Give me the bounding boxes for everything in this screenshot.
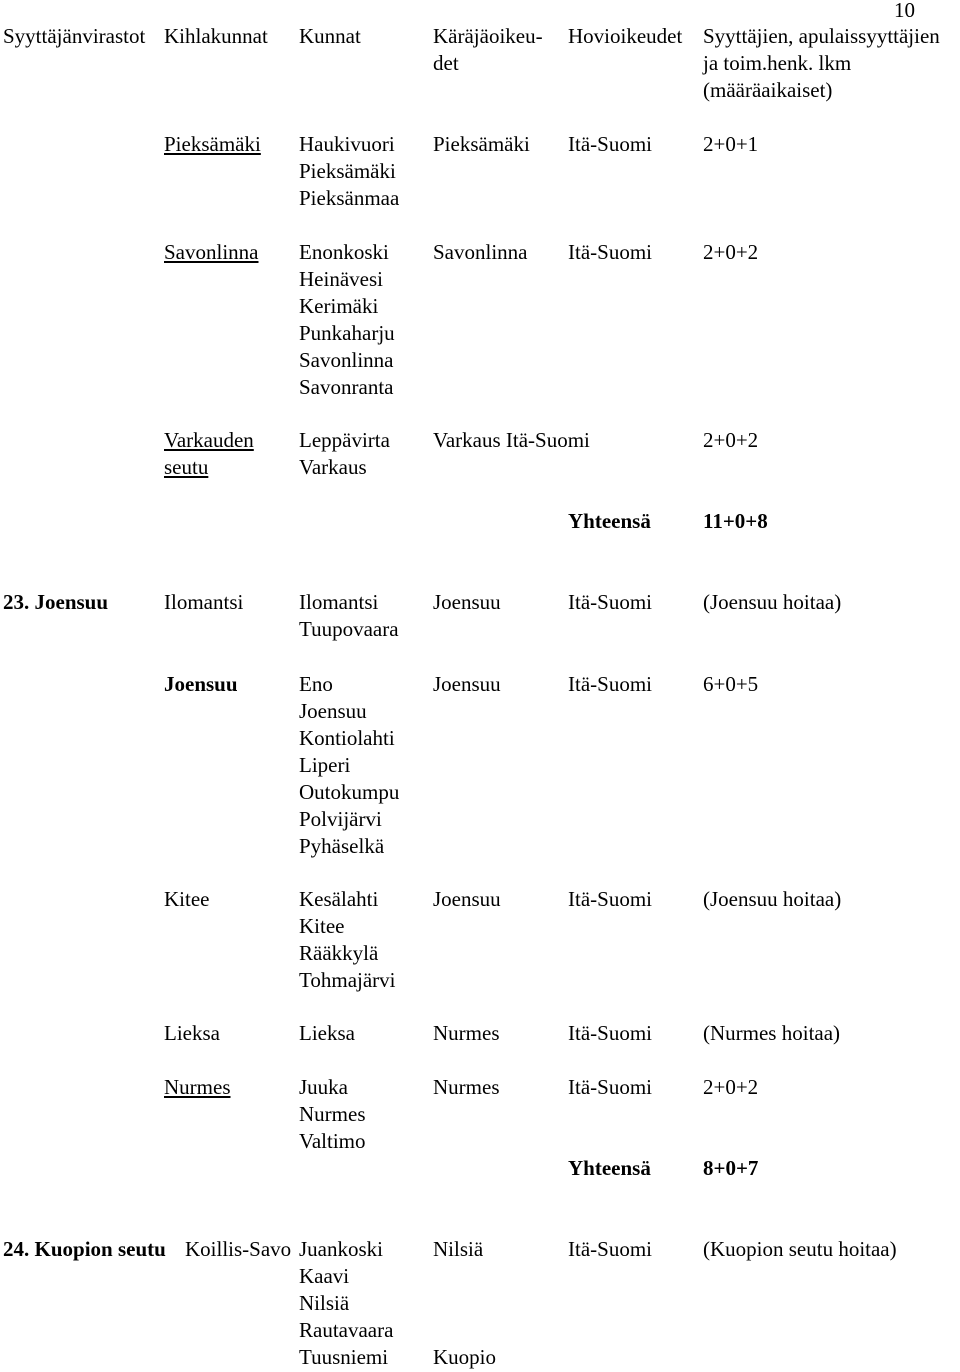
office-heading: 23. Joensuu: [3, 590, 109, 614]
staff-count: (Joensuu hoitaa): [703, 590, 842, 614]
municipality-list: Kesälahti Kitee Rääkkylä Tohmajärvi: [299, 887, 396, 992]
district-link-pieksamaki[interactable]: Pieksämäki: [164, 132, 261, 156]
municipality-list: Juuka Nurmes Valtimo: [299, 1075, 366, 1153]
district-link-savonlinna[interactable]: Savonlinna: [164, 240, 259, 264]
appeal-court: Itä-Suomi: [568, 1237, 652, 1261]
header-offices: Syyttäjänvirastot: [3, 24, 146, 48]
district-court-secondary: Kuopio: [433, 1345, 496, 1369]
staff-count: 2+0+2: [703, 1075, 759, 1099]
district-court: Nurmes: [433, 1021, 500, 1045]
total-label: Yhteensä: [568, 1156, 651, 1180]
district: Ilomantsi: [164, 590, 244, 614]
municipality-list: Juankoski Kaavi Nilsiä Rautavaara Tuusniemi: [299, 1237, 394, 1369]
total-value: 11+0+8: [703, 509, 768, 533]
district: Lieksa: [164, 1021, 220, 1045]
total-label: Yhteensä: [568, 509, 651, 533]
total-value: 8+0+7: [703, 1156, 759, 1180]
header-district-courts: Käräjäoikeu- det: [433, 24, 543, 75]
municipality-list: Leppävirta Varkaus: [299, 428, 390, 479]
appeal-court: Itä-Suomi: [568, 1021, 652, 1045]
office-heading: 24. Kuopion seutu: [3, 1237, 166, 1261]
district-link-varkaus[interactable]: Varkauden seutu: [164, 428, 254, 479]
header-appeal-courts: Hovioikeudet: [568, 24, 683, 48]
header-districts: Kihlakunnat: [164, 24, 268, 48]
staff-count: (Joensuu hoitaa): [703, 887, 842, 911]
district-court: Joensuu: [433, 887, 501, 911]
staff-count: 2+0+1: [703, 132, 759, 156]
appeal-court: Itä-Suomi: [568, 590, 652, 614]
district-court: Joensuu: [433, 590, 501, 614]
staff-count: 2+0+2: [703, 428, 759, 452]
municipality-list: Ilomantsi Tuupovaara: [299, 590, 399, 641]
district: Kitee: [164, 887, 210, 911]
staff-count: (Nurmes hoitaa): [703, 1021, 841, 1045]
municipality-list: Eno Joensuu Kontiolahti Liperi Outokumpu Polvijärvi Pyhäselkä: [299, 672, 400, 858]
district-and-appeal-court: Varkaus Itä-Suomi: [433, 428, 590, 452]
district-court: Nilsiä: [433, 1237, 484, 1261]
appeal-court: Itä-Suomi: [568, 1075, 652, 1099]
appeal-court: Itä-Suomi: [568, 672, 652, 696]
appeal-court: Itä-Suomi: [568, 887, 652, 911]
header-municipalities: Kunnat: [299, 24, 361, 48]
district: Koillis-Savo: [185, 1237, 292, 1261]
page-number: 10: [894, 0, 915, 22]
district-court: Savonlinna: [433, 240, 528, 264]
header-staff-count: Syyttäjien, apulaissyyttäjien ja toim.henk. lkm (määräaikaiset): [703, 24, 940, 102]
district-court: Joensuu: [433, 672, 501, 696]
municipality-list: Enonkoski Heinävesi Kerimäki Punkaharju Savonlinna Savonranta: [299, 240, 395, 399]
appeal-court: Itä-Suomi: [568, 132, 652, 156]
appeal-court: Itä-Suomi: [568, 240, 652, 264]
staff-count: 6+0+5: [703, 672, 759, 696]
municipality-list: Lieksa: [299, 1021, 355, 1045]
staff-count: (Kuopion seutu hoitaa): [703, 1237, 897, 1261]
municipality-list: Haukivuori Pieksämäki Pieksänmaa: [299, 132, 400, 210]
district-court: Pieksämäki: [433, 132, 530, 156]
staff-count: 2+0+2: [703, 240, 759, 264]
district-link-nurmes[interactable]: Nurmes: [164, 1075, 231, 1099]
district-court: Nurmes: [433, 1075, 500, 1099]
district-bold: Joensuu: [164, 672, 238, 696]
